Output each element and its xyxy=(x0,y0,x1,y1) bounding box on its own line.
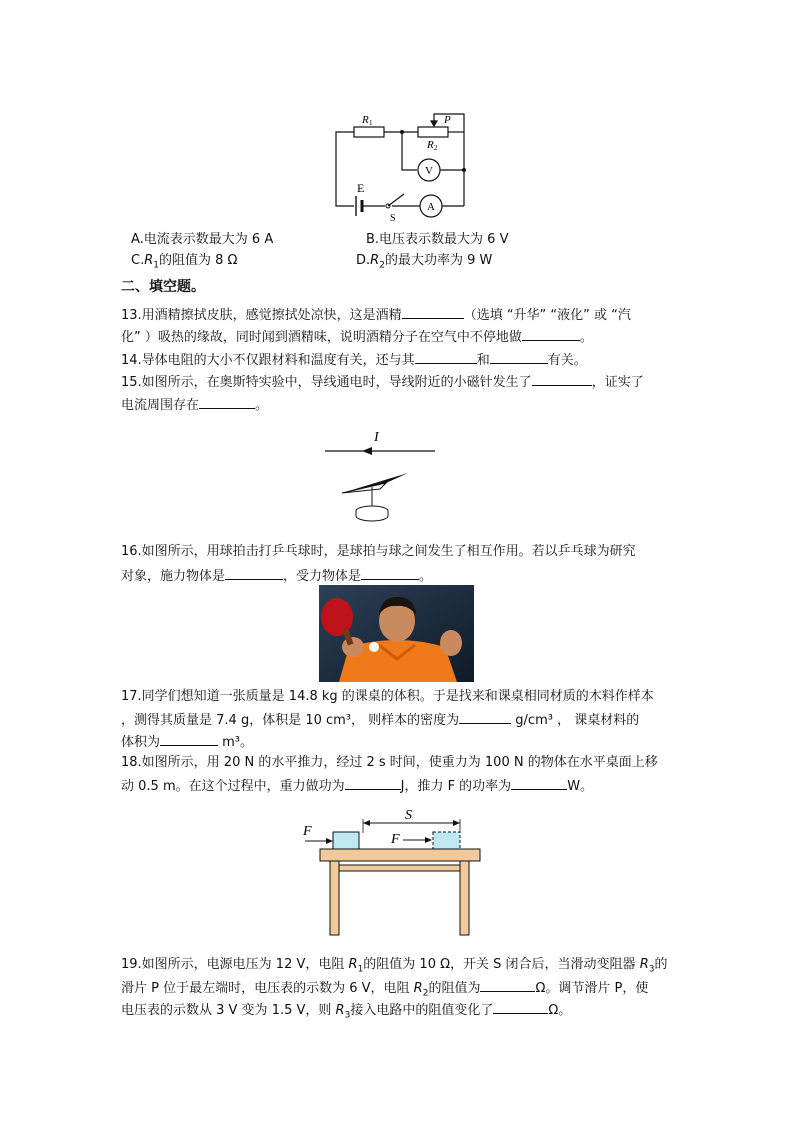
label-r2: R xyxy=(427,139,434,151)
q15-blank-1[interactable] xyxy=(532,372,592,386)
q13-blank-2[interactable] xyxy=(522,327,580,341)
q13-line1: 13.用酒精擦拭皮肤，感觉擦拭处凉快，这是酒精 （选填 “升华” “液化” 或 “汽 xyxy=(121,305,631,325)
block-end xyxy=(433,832,460,849)
label-p: P xyxy=(444,114,451,126)
option-b: B.电压表示数最大为 6 V xyxy=(366,232,509,247)
table-figure xyxy=(295,805,490,940)
q17-line3: 体积为 m³。 xyxy=(121,732,253,752)
q16-line2: 对象，施力物体是 ，受力物体是 。 xyxy=(121,566,432,586)
label-e: E xyxy=(357,181,365,195)
resistor-r1 xyxy=(354,127,384,137)
q16-blank-1[interactable] xyxy=(225,566,283,580)
q19-line2: 滑片 P 位于最左端时，电压表的示数为 6 V，电阻 $R_2$的阻值为 Ω。调节滑片 P，使 xyxy=(121,978,648,1003)
option-a: A.电流表示数最大为 6 A xyxy=(131,232,274,247)
circuit-diagram xyxy=(330,108,475,223)
q19-blank-1[interactable] xyxy=(480,978,535,992)
q14-blank-1[interactable] xyxy=(415,350,477,364)
q18-line1: 18.如图所示，用 20 N 的水平推力，经过 2 s 时间，使重力为 100 N 的物体在水平桌面上移 xyxy=(121,755,658,770)
table-tennis-photo xyxy=(319,585,474,682)
q18-blank-2[interactable] xyxy=(511,776,567,790)
label-r1: R xyxy=(362,114,369,126)
label-a: A xyxy=(427,201,435,213)
q15-line1: 15.如图所示，在奥斯特实验中，导线通电时，导线附近的小磁针发生了 ，证实了 xyxy=(121,372,644,392)
q19-blank-2[interactable] xyxy=(493,1000,548,1014)
label-r2-sub: 2 xyxy=(434,144,438,152)
q18-line2: 动 0.5 m。在这个过程中，重力做功为 J，推力 F 的功率为 W。 xyxy=(121,776,593,796)
oersted-figure xyxy=(320,425,440,525)
f-left-label: F xyxy=(303,824,312,839)
q14-blank-2[interactable] xyxy=(490,350,548,364)
label-s: S xyxy=(390,213,396,223)
q17-line2: ，测得其质量是 7.4 g，体积是 10 cm³， 则样本的密度为 g/cm³ ， 课桌材料的 xyxy=(121,710,639,730)
s-label: S xyxy=(405,808,412,823)
q15-blank-2[interactable] xyxy=(199,395,255,409)
arrow-icon xyxy=(362,447,372,455)
section-title: 二、填空题。 xyxy=(121,279,205,295)
label-v: V xyxy=(425,165,433,177)
q19-line1: 19.如图所示，电源电压为 12 V，电阻 $R_1$的阻值为 10 Ω，开关 S 闭合后，当滑动变阻器 $R_3$的 xyxy=(121,957,668,975)
current-label: I xyxy=(374,430,379,445)
q13-line2: 化” ）吸热的缘故，同时闻到酒精味，说明酒精分子在空气中不停地做 。 xyxy=(121,327,593,347)
q16-blank-2[interactable] xyxy=(361,566,419,580)
option-d: $D.R_2$的最大功率为 9 W xyxy=(356,253,493,271)
option-c: $C.R_1$的阻值为 8 Ω xyxy=(131,253,238,271)
q17-blank-1[interactable] xyxy=(459,710,511,724)
q19-line3: 电压表的示数从 3 V 变为 1.5 V，则 $R_3$接入电路中的阻值变化了 Ω。 xyxy=(121,1000,571,1025)
q14-line: 14.导体电阻的大小不仅跟材料和温度有关，还与其 和 有关。 xyxy=(121,350,587,370)
resistor-r2 xyxy=(418,127,448,137)
q17-blank-2[interactable] xyxy=(160,732,218,746)
f-mid-label: F xyxy=(391,832,400,847)
q16-line1: 16.如图所示，用球拍击打乒乓球时，是球拍与球之间发生了相互作用。若以乒乓球为研究 xyxy=(121,544,636,559)
q13-blank-1[interactable] xyxy=(402,305,464,319)
q15-line2: 电流周围存在 。 xyxy=(121,395,268,415)
label-r1-sub: 1 xyxy=(369,119,373,127)
q18-blank-1[interactable] xyxy=(345,776,401,790)
block-start xyxy=(333,832,359,849)
q17-line1: 17.同学们想知道一张质量是 14.8 kg 的课桌的体积。于是找来和课桌相同材质的木料作样本 xyxy=(121,689,654,704)
